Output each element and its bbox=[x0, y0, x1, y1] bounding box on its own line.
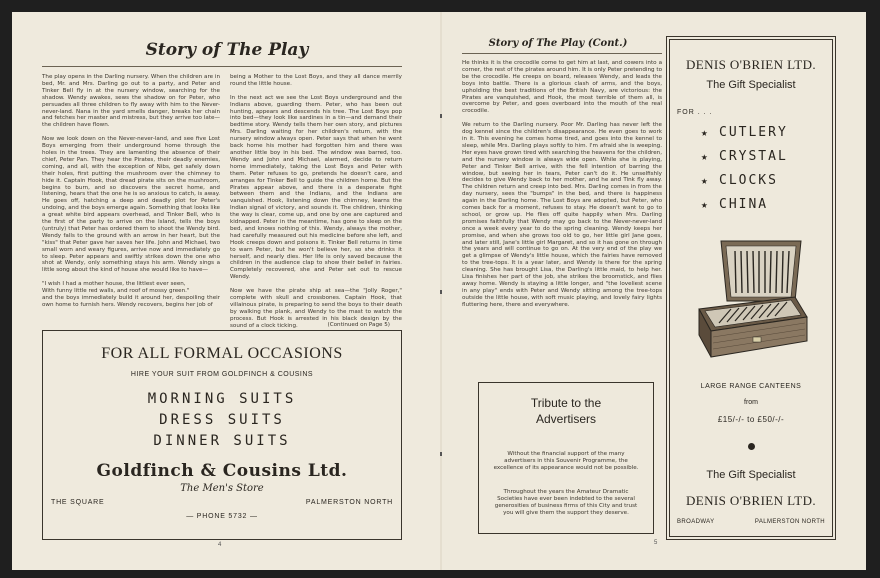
for-label: FOR . . . bbox=[677, 109, 713, 116]
gift-item-clocks: ★ CLOCKS bbox=[701, 173, 778, 188]
formal-occasions-ad bbox=[42, 330, 402, 540]
star-bullet-icon: ★ bbox=[701, 150, 710, 163]
right-page bbox=[442, 12, 866, 570]
denis-address-right: PALMERSTON NORTH bbox=[754, 519, 825, 525]
suit-morning: MORNING SUITS bbox=[147, 391, 297, 407]
story-title-continued: Story of The Play (Cont.) bbox=[488, 38, 628, 49]
ad-subhead: HIRE YOUR SUIT FROM GOLDFINCH & COUSINS bbox=[130, 371, 314, 378]
left-page bbox=[12, 12, 440, 570]
star-bullet-icon: ★ bbox=[701, 174, 710, 187]
star-bullet-icon: ★ bbox=[701, 126, 710, 139]
title-rule-right bbox=[462, 53, 662, 54]
denis-name-bottom: DENIS O'BRIEN LTD. bbox=[685, 493, 817, 508]
tribute-paragraph-2: Throughout the years the Amateur Dramatic Societies have ever been indebted to the several generosities of business firms of this City and trust you will give them the support they deserve. bbox=[494, 489, 638, 516]
continued-note: (Continued on Page 5) bbox=[327, 322, 390, 328]
story-column-1: The play opens in the Darling nursery. When the children are in bed, Mr. and Mrs. Darling go out to a party, and Peter and Tinker Bell fly in at the nursery window, searching for the shadow. Wendy awakes, sews the shadow on for Peter, who persuades all three children to fly away with him to the Never-never-land. Nana in the yard smells danger, breaks her chain and fetches her master and mistress, but they arrive too late—the children have flown. Now we look down on the Never-never-land, and see five Lost Boys emerging from their underground home through the holes in the trees. They are lamenting the absence of their chief, Peter Pan. They hear the Pirates, their deadly enemies, coming, and all, with the exception of Nibs, get safely down their holes, first putting the mushroom over the chimney to hide it. Captain Hook, that dread pirate sits on the mushroom, begins to burn, and so discovers the secret home, and listening, hears that the one he is so anxious to catch, is away. He goes off, hatching a deep and deadly plot for Peter's undoing, and the boys emerge again. Something that looks like a great white bird appears overhead, and Tinker Bell, who is the first of the party to arrive on the Island, tells the boys (untruly) that Peter has ordered them to shoot the Wendy bird. Wendy falls to the ground with an arrow in her heart, but the "kiss" that Peter gave her saves her life. John and Michael, two small worn and weary figures, arrive now and immediately go to sleep. Peter appears and swiftly strikes down the one who shot at Wendy, only something stays his arm. Wendy sings a little song about the kind of house she would like to have— "I wish I had a mother house, the littlest ever seen, With funny little red walls, and roof of mossy green." and the boys immediately build it around her, despoiling their own home to furnish hers. Wendy recovers, begins her job of bbox=[42, 74, 220, 308]
title-rule bbox=[42, 66, 402, 67]
canteens-label: LARGE RANGE CANTEENS bbox=[700, 383, 802, 390]
page-number-4: 4 bbox=[218, 542, 222, 548]
story-continued-column: He thinks it is the crocodile come to get him at last, and cowers into a corner, the rest of the pirates around him. It is only Peter pretending to be the crocodile. He creeps on board, releases Wendy, and leads the boys into battle. There is a glorious clash of arms, and the boys, upholding the best traditions of the British Navy, are victorious: the Pirates are vanquished, and Hook, the most terrible of them all, is overcome by Peter, and goes overboard into the mouth of the real crocodile. We return to the Darling nursery. Poor Mr. Darling has never left the dog kennel since the children's disappearance. He even goes to work in it. This evening he comes home tired, and goes into the kennel to sleep, while Mrs. Darling plays softly to him. I'm afraid she is weeping. Her eyes have grown tired with searching the heavens for the children, and the nursery window is always wide open. While she is playing, Peter and Tinker Bell arrive, with the fell intention of barring the window, but seeing her in tears, Peter can't do it. He unselfishly decides to give Wendy back to her mother, and he and Tink fly away. The children return and creep into bed. Mrs. Darling comes in from the day nursery, sees the "bumps" in the bed, and there is happiness again in the Darling home. The Lost Boys are adopted, but Peter, who comes back for a moment, refuses to stay. He doesn't want to go to school, or grow up. He flies off quite happily when Mrs. Darling promises faithfully that Wendy may go back to the Never-never-land once a week every year to do the spring cleaning. Wendy keeps her promise, and when she grows too old to go, her little girl Jane goes, and later still, Jane's little girl Margaret, and so it has gone on through the years and will continue to go on. At the very end of the play we get a glimpse of Wendy's little house, which the fairies have removed to the tree-tops. It is a year later, and Wendy is there for the spring cleaning. She has brought Lisa, the Darling's little maid, to help her. Lisa finishes her part of the job, she strikes the broomstick, and flies away home. Wendy is staying a little longer, and "the loveliest scene in any play" ends with Peter and Wendy sitting among the tree-tops outside the little house, with soft music playing, and lovely fairy lights fluttering here, there and everywhere. bbox=[462, 60, 662, 308]
ad-address-left: THE SQUARE bbox=[51, 499, 105, 506]
bullet-dot-icon bbox=[748, 443, 755, 450]
goldfinch-company-name: Goldfinch & Cousins Ltd. bbox=[96, 461, 348, 481]
gift-item-china: ★ CHINA bbox=[701, 197, 769, 212]
gift-specialist-top: The Gift Specialist bbox=[706, 79, 796, 91]
denis-name-top: DENIS O'BRIEN LTD. bbox=[685, 57, 817, 72]
from-label: from bbox=[744, 399, 758, 406]
suit-dinner: DINNER SUITS bbox=[153, 433, 291, 449]
tribute-title: Tribute to the Advertisers bbox=[530, 396, 602, 426]
page-number-5: 5 bbox=[654, 540, 658, 546]
cutlery-canteen-illustration bbox=[691, 233, 813, 365]
tribute-box bbox=[478, 382, 654, 534]
gift-specialist-bottom: The Gift Specialist bbox=[706, 469, 796, 481]
mens-store-tagline: The Men's Store bbox=[180, 483, 264, 494]
ad-phone: — PHONE 5732 — bbox=[186, 513, 258, 520]
ad-headline: FOR ALL FORMAL OCCASIONS bbox=[101, 345, 343, 362]
price-range: £15/-/- to £50/-/- bbox=[717, 415, 785, 424]
story-column-2: being a Mother to the Lost Boys, and they all dance merrily round the little house. In the next act we see the Lost Boys underground and the Indians above, guarding them. Peter, who has been out hunting, appears and descends his tree. The Lost Boys pop into bed—they look like sardines in a tin—and demand their bedtime story. Wendy tells them her own story, and pictures Mrs. Darling waiting for her children's return, with the nursery window always open. Peter says that when he went back home his mother had forgotten him and there was another little boy in his bed. The window was barred, too. Wendy and John and Michael, alarmed, decide to return home immediately, taking the Lost Boys and Peter with them. Peter refuses to go, pretends he doesn't care, and arranges for Tinker Bell to guide the children home. But the Pirates appear above, and there is a desperate fight between them and the Indians, and the Indians are vanquished. Hook, listening down the chimney, learns the Indian signal of victory, and sounds it. The children, thinking the way is clear, come up, and one by one are captured and kidnapped. Peter in the meantime, has gone to sleep on the bed, and knows nothing of this. Wendy, always the mother, had carefully measured out his medicine before she left, and Hook creeps down and poisons it. Tinker Bell returns in time to warn Peter, but he won't believe her, so she drinks it herself, and nearly dies. Her life is only saved because the children in the audience clap to show their belief in fairies. Completely recovered, she and Peter set out to rescue Wendy. Now we have the pirate ship at sea—the "Jolly Roger," complete with skull and crossbones. Captain Hook, that villainous pirate, is preparing to send the boys to their death by walking the plank, and Wendy to the mast to watch the process. But Hook is arrested in his black design by the sound of a clock ticking. bbox=[230, 74, 402, 329]
suit-dress: DRESS SUITS bbox=[159, 412, 285, 428]
ad-address-right: PALMERSTON NORTH bbox=[305, 499, 393, 506]
star-bullet-icon: ★ bbox=[701, 198, 710, 211]
denis-address-left: BROADWAY bbox=[677, 519, 715, 525]
gift-item-cutlery: ★ CUTLERY bbox=[701, 125, 788, 140]
story-title: Story of The Play bbox=[145, 40, 309, 60]
tribute-paragraph-1: Without the financial support of the many advertisers in this Souvenir Programme, the excellence of its appearance would not be possible. bbox=[493, 451, 639, 471]
gift-item-crystal: ★ CRYSTAL bbox=[701, 149, 788, 164]
denis-obrien-ad bbox=[666, 36, 836, 540]
